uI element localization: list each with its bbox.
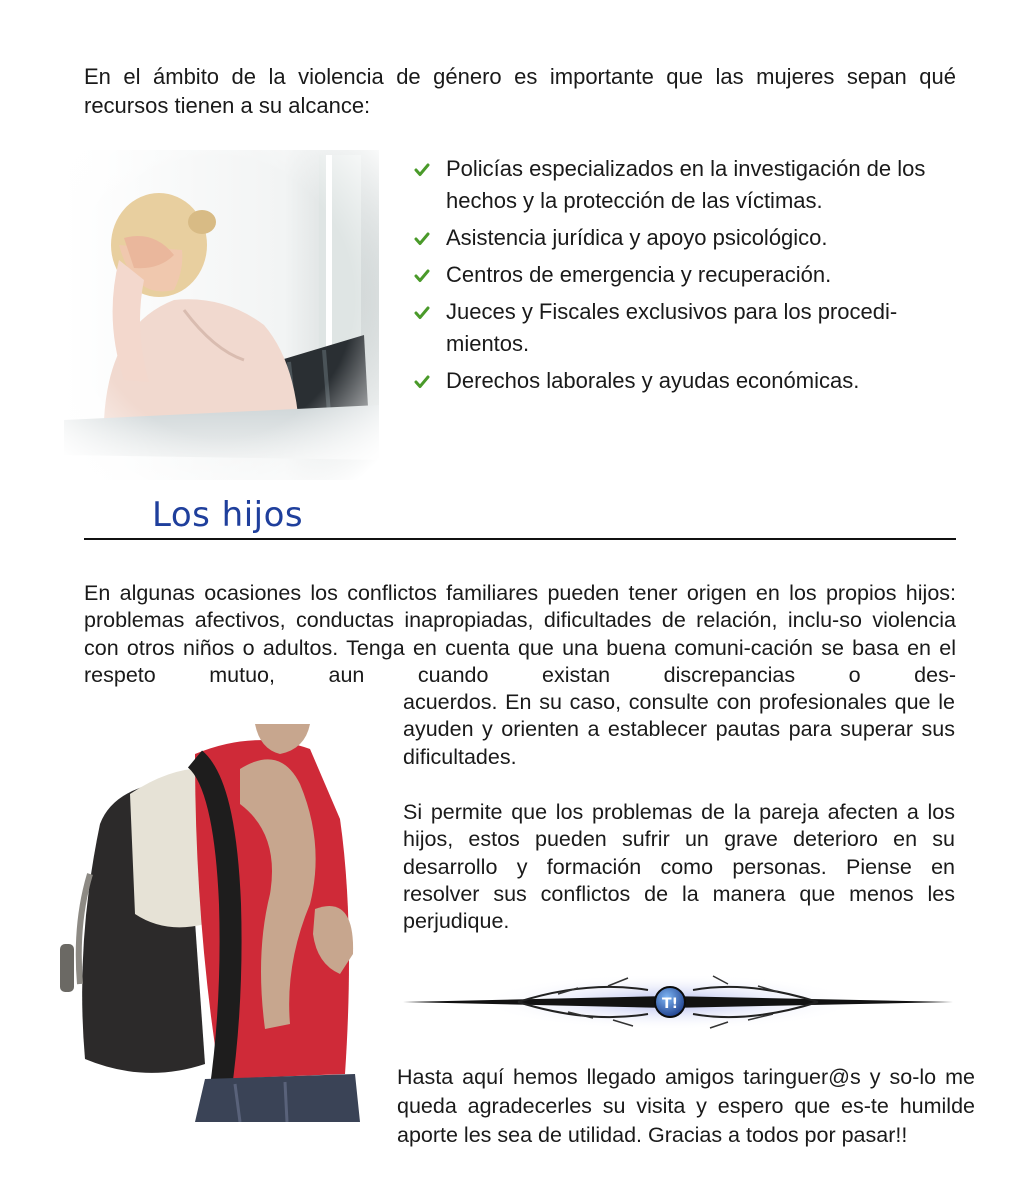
children-paragraph-continued: acuerdos. En su caso, consulte con profesionales que le ayuden y orienten a establecer pautas para superar sus dificultades. bbox=[403, 690, 955, 769]
list-item: Policías especializados en la investigación de los hechos y la protección de las víctimas. bbox=[412, 153, 957, 217]
intro-paragraph: En el ámbito de la violencia de género es importante que las mujeres sepan qué recursos tienen a su alcance: bbox=[84, 64, 956, 118]
check-icon bbox=[414, 374, 430, 390]
list-item: Asistencia jurídica y apoyo psicológico. bbox=[412, 222, 957, 254]
decorative-divider bbox=[398, 966, 960, 1036]
woman-photo bbox=[64, 150, 379, 480]
check-icon bbox=[414, 231, 430, 247]
closing-message: Hasta aquí hemos llegado amigos taringuer@s y so-lo me queda agradecerles su visita y espero que es-te humilde aporte les sea de utilidad. Gracias a todos por pasar!! bbox=[397, 1065, 975, 1147]
divider-logo: T! bbox=[662, 996, 678, 1012]
check-icon bbox=[414, 268, 430, 284]
list-item: Jueces y Fiscales exclusivos para los procedi-mientos. bbox=[412, 296, 957, 360]
check-icon bbox=[414, 162, 430, 178]
student-backpack-illustration bbox=[55, 724, 385, 1122]
list-item: Centros de emergencia y recuperación. bbox=[412, 259, 957, 291]
list-item: Derechos laborales y ayudas económicas. bbox=[412, 365, 957, 397]
resources-list bbox=[412, 153, 957, 402]
children-paragraph: En algunas ocasiones los conflictos familiares pueden tener origen en los propios hijos: problemas afectivos, conductas inapropiadas, dificultades de relación, inclu-so violencia con otros niños o adultos. Tenga en cuenta que una buena comuni-cación se basa en el respeto mutuo, aun cuando existan discrepancias o des- bbox=[84, 581, 956, 687]
check-icon bbox=[414, 305, 430, 321]
section-heading: Los hijos bbox=[152, 495, 304, 535]
couple-problems-paragraph: Si permite que los problemas de la pareja afecten a los hijos, estos pueden sufrir un grave deterioro en su desarrollo y formación como personas. Piense en resolver sus conflictos de la manera que menos les perjudique. bbox=[403, 800, 955, 934]
section-divider-line bbox=[84, 538, 956, 540]
